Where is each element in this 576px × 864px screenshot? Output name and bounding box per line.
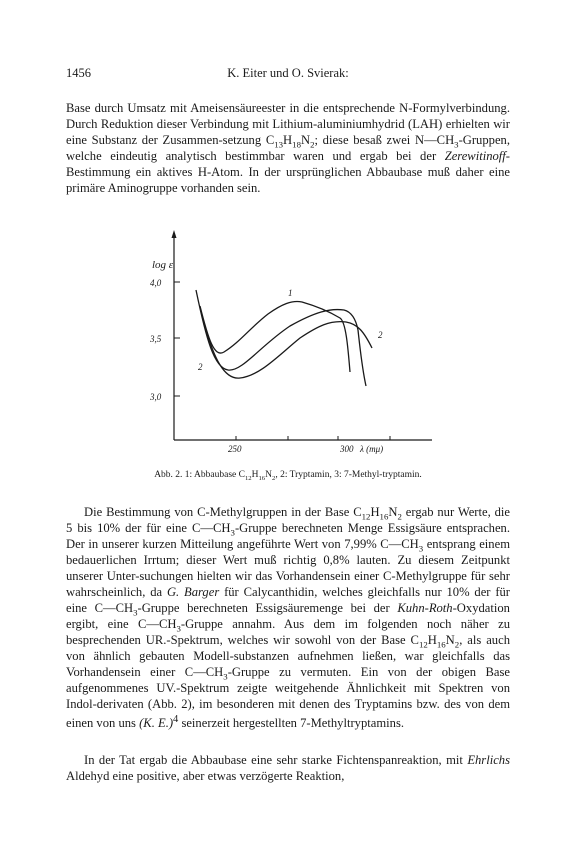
running-title: K. Eiter und O. Svierak: [227, 66, 349, 80]
paragraph-3: In der Tat ergab die Abbaubase eine sehr starke Fichtenspanreaktion, mit Ehrlichs Aldehyd eine positive, aber etwas verzögerte Reaktion, [66, 753, 510, 783]
y-tick-label: 3,5 [150, 334, 162, 344]
y-tick-label: 3,0 [150, 392, 162, 402]
x-tick-label: 250 [228, 444, 242, 454]
curve-label: 2 [198, 362, 203, 372]
x-tick-label: 300 [340, 444, 354, 454]
y-tick-label: 4,0 [150, 278, 162, 288]
curve-label: 1 [288, 288, 293, 298]
y-axis-label: log ε [152, 259, 174, 271]
y-axis-arrow [172, 230, 177, 238]
paragraph-2: Die Bestimmung von C-Methylgruppen in der Base $C_{12}H_{16}N_2$ ergab nur Werte, die 5 bis 10% der für eine $C—CH_3$-Gruppe berechneten Menge Essigsäure entsprachen. Der in unserer kurzen Mitteilung angeführte Wert von 7,99% $C—CH_3$ entsprang einem bedauerlichen Irrtum; dieser Wert muß richtig 0,8% lauten. Zu diesem Zeitpunkt unserer Unter-suchungen hielten wir das Vorhandensein einer C-Methylgruppe für sehr wahrscheinlich, da G. Barger für Calycanthidin, welches gleichfalls nur 10% der für eine $C—CH_3$-Gruppe berechneten Essigsäuremenge bei der Kuhn-Roth-Oxydation ergibt, eine $C—CH_3$-Gruppe annahm. Aus dem im folgenden noch näher zu besprechenden UR.-Spektrum, welches wir sowohl von der Base $C_{12}H_{16}N_2$, als auch von ähnlich gebauten Modell-substanzen aufnehmen ließen, war gleichfalls das Vorhandensein einer $C—CH_3$-Gruppe zu vermuten. Ein von der obigen Base aufgenommenes UV.-Spektrum zeigte weitgehende Ähnlichkeit mit Spektren von Indol-derivaten (Abb. 2), im besonderen mit denen des Tryptamins bzw. des von dem einen von uns (K. E.)$^4$ seinerzeit hergestellten 7-Methyltryptamins. [66, 505, 510, 731]
uv-spectrum-figure [150, 228, 440, 460]
spectrum-plot [150, 228, 440, 460]
curve-label: 2 [378, 330, 383, 340]
paragraph-1: Base durch Umsatz mit Ameisensäureester in die entsprechende N-Formylverbindung. Durch Reduktion dieser Verbindung mit Lithium-aluminiumhydrid (LAH) erhielten wir eine Substanz der Zusammen-setzung $C_{13}H_{18}N_2$; diese besaß zwei $N—CH_3$-Gruppen, welche eindeutig analytisch bestimmbar waren und ergab bei der Zerewitinoff-Bestimmung ein aktives H-Atom. In der ursprünglichen Abbaubase muß daher eine primäre Aminogruppe vorhanden sein. [66, 101, 510, 195]
x-axis-label: λ (mμ) [360, 444, 384, 454]
page-number: 1456 [66, 66, 91, 80]
curve-1 [196, 290, 366, 386]
page-header [66, 66, 510, 84]
figure-caption: Abb. 2. 1: Abbaubase $C_{12}H_{16}N_2$, 2: Tryptamin, 3: 7-Methyl-tryptamin. [154, 470, 422, 482]
